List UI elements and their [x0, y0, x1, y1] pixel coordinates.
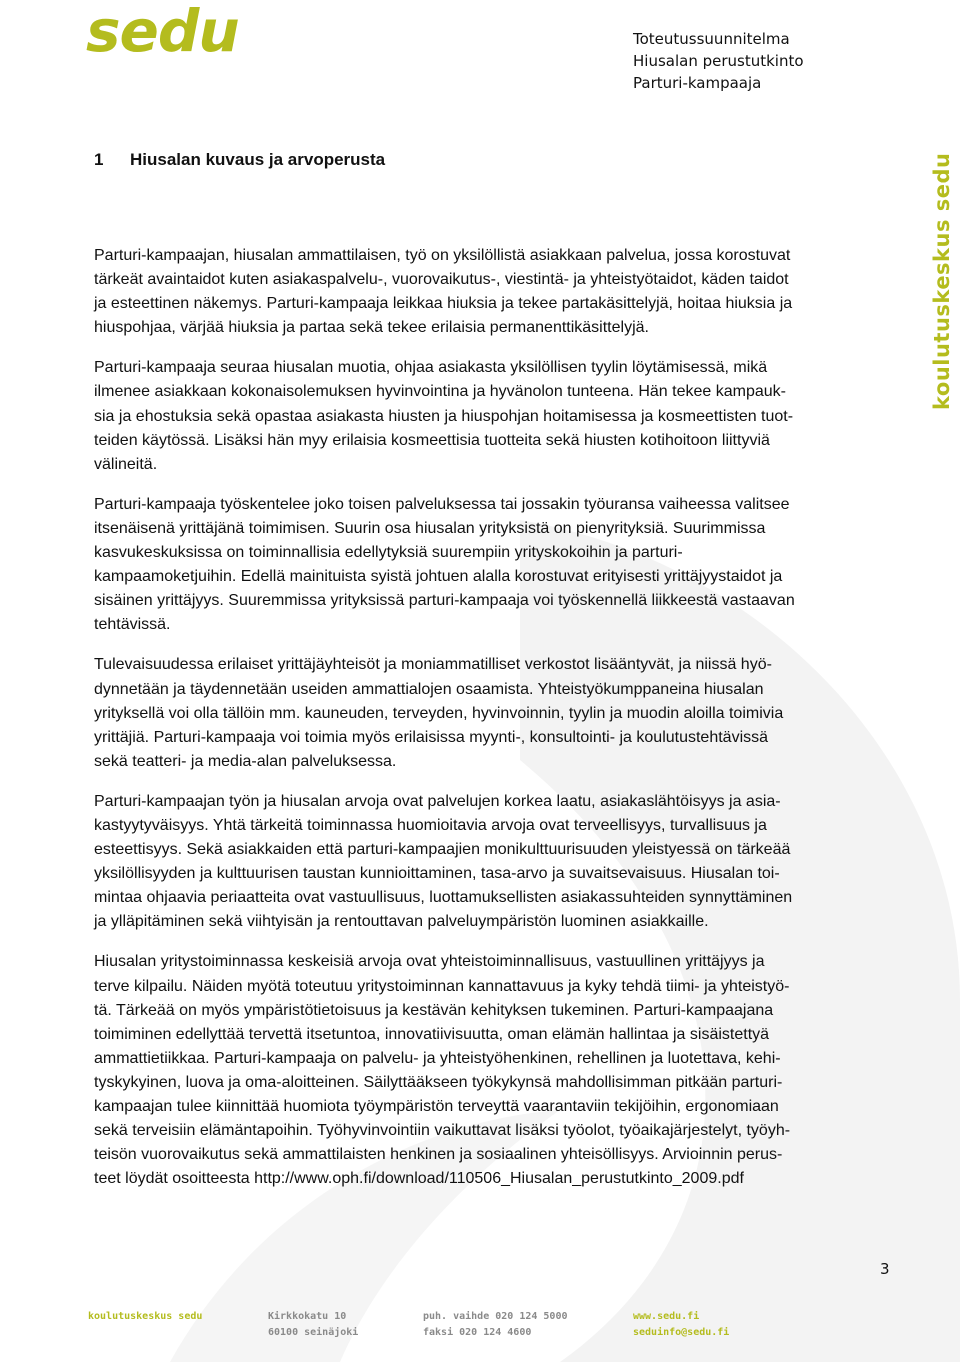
text-line: tehtävissä. — [94, 616, 171, 634]
side-brand-label: koulutuskeskus sedu — [930, 152, 954, 410]
paragraph — [94, 950, 900, 1191]
page-number: 3 — [880, 1260, 890, 1278]
text-line: itsenäisenä yrittäjänä toimimisen. Suurin osa hiusalan yrityksistä on pienyrityksiä. Suurimmissa — [94, 519, 766, 537]
paragraph — [94, 356, 900, 476]
text-line: yrityksellä voi olla tällöin mm. kauneuden, terveyden, hyvinvoinnin, tyylin ja muodin aloilla toimivia — [94, 704, 784, 722]
text-line: terve kilpailu. Näiden myötä toteutuu yritystoiminnan kannattavuus ja kyky tehdä tiimi- ja yhteistyö- — [94, 977, 790, 995]
text-line: ammattietiikkaa. Parturi-kampaaja on palvelu- ja yhteistyöhenkinen, rehellinen ja luotettava, kehi- — [94, 1049, 781, 1067]
text-line: tyskykyinen, luova ja oma-aloitteinen. Säilyttääkseen työkykynsä mahdollisimman pitkään parturi- — [94, 1073, 783, 1091]
paragraph — [94, 244, 900, 340]
text-line: ja esteettinen näkemys. Parturi-kampaaja leikkaa hiuksia ja tekee partakäsittelyjä, hoitaa hiuksia ja — [94, 295, 793, 313]
footer-web — [633, 1309, 729, 1341]
text-line: Hiusalan yritystoiminnassa keskeisiä arvoja ovat yhteistoiminnallisuus, vastuullinen yrittäjyys ja — [94, 953, 765, 971]
text-line: Parturi-kampaajan työn ja hiusalan arvoja ovat palvelujen korkea laatu, asiakaslähtöisyys ja asia- — [94, 792, 781, 810]
text-line: esteettisyys. Sekä asiakkaiden että parturi-kampaajien monikulttuurisuuden yleistyessä on tärkeää — [94, 841, 791, 859]
text-line: ja ylläpitäminen sekä viihtyisän ja rentouttavan palveluympäristön luominen asiakkaille. — [94, 913, 709, 931]
footer-brand-text: koulutuskeskus sedu — [88, 1311, 203, 1322]
footer-brand — [88, 1309, 202, 1325]
paragraph — [94, 790, 900, 935]
text-line: tärkeät avaintaidot kuten asiakaspalvelu-, vuorovaikutus-, viestintä- ja yhteistyötaidot, käden taidot — [94, 271, 789, 289]
text-line: sia ja ehostuksia sekä opastaa asiakasta hiusten ja hiuspohjan hoitamisessa ja kosmeettisten tuot- — [94, 407, 794, 425]
text-line: Parturi-kampaaja työskentelee joko toisen palveluksessa tai jossakin työuransa vaiheessa valitsee — [94, 495, 790, 513]
text-line: Tulevaisuudessa erilaiset yrittäjäyhteisöt ja moniammatilliset verkostot lisääntyvät, ja niissä hyö- — [94, 656, 772, 674]
text-line: välineitä. — [94, 455, 158, 473]
section-number: 1 — [94, 150, 104, 169]
text-line: kampaamoketjuihin. Edellä mainituista syistä johtuen alalla korostuvat erityisesti yrittäjyystaidot ja — [94, 568, 783, 586]
footer-contact — [423, 1309, 568, 1341]
body-text — [94, 244, 900, 1207]
document-header — [633, 28, 804, 94]
paragraph — [94, 653, 900, 773]
footer-address-street: Kirkkokatu 10 — [268, 1311, 347, 1322]
text-line: ilmenee asiakkaan kokonaisolemuksen hyvinvointina ja hyvänolon tunteena. Hän tekee kampauk- — [94, 383, 786, 401]
footer-address — [268, 1309, 358, 1341]
text-line: sekä terveisiin elämäntapoihin. Työhyvinvointiin vaikuttavat lisäksi työolot, työaikajärjestelyt, työyh- — [94, 1122, 791, 1140]
footer-fax: faksi 020 124 4600 — [423, 1327, 532, 1338]
text-line: sisäinen yrittäjyys. Suuremmissa yrityksissä parturi-kampaaja voi työskennellä liikkeestä vastaavan — [94, 592, 795, 610]
text-line: tä. Tärkeää on myös ympäristötietoisuus ja kestävän kehityksen tukeminen. Parturi-kampaajana — [94, 1001, 774, 1019]
text-line: Parturi-kampaaja seuraa hiusalan muotia, ohjaa asiakasta yksilöllisen tyylin löytämisessä, mikä — [94, 359, 768, 377]
footer-email-link[interactable]: seduinfo@sedu.fi — [633, 1327, 730, 1338]
header-line-profession: Parturi-kampaaja — [633, 74, 762, 92]
text-line: sekä teatteri- ja media-alan palveluksessa. — [94, 752, 397, 770]
text-line: teet löydät osoitteesta http://www.oph.fi/download/110506_Hiusalan_perustutkinto_2009.pdf — [94, 1170, 744, 1188]
text-line: yksilöllisyyden ja kulttuurisen taustan kunnioittaminen, tasa-arvo ja suvaitsevaisuus. Hiusalan toi- — [94, 865, 780, 883]
text-line: kampaajan tulee kiinnittää huomiota työympäristön terveyttä vaarantaviin tekijöihin, ergonomiaan — [94, 1098, 779, 1115]
text-line: hiuspohjaa, värjää hiuksia ja partaa sekä tekee erilaisia permanenttikäsittelyjä. — [94, 319, 649, 337]
header-line-document-type: Toteutussuunnitelma — [633, 30, 790, 48]
text-line: yrittäjiä. Parturi-kampaaja voi toimia myös erilaisissa myynti-, konsultointi- ja koulutustehtävissä — [94, 728, 769, 746]
text-line: Parturi-kampaajan, hiusalan ammattilaisen, työ on yksilöllistä asiakkaan palvelua, jossa korostuvat — [94, 247, 791, 264]
text-line: toimiminen edellyttää tervettä itsetuntoa, innovatiivisuutta, oman elämän hallintaa ja sisäistettyä — [94, 1025, 770, 1043]
header-line-qualification: Hiusalan perustutkinto — [633, 52, 804, 70]
text-line: teisön vuorovaikutus sekä ammattilaisten henkinen ja sosiaalinen yhteisöllisyys. Arvioinnin perus- — [94, 1146, 783, 1164]
text-line: mintaa ohjaavia periaatteita ovat vastuullisuus, luottamuksellisten asiakassuhteiden synnyttäminen — [94, 889, 793, 907]
footer-phone: puh. vaihde 020 124 5000 — [423, 1311, 568, 1322]
footer-website-link[interactable]: www.sedu.fi — [633, 1311, 700, 1322]
text-line: kasvukeskuksissa on toiminnallisia edellytyksiä suurempiin yrityskokoihin ja parturi- — [94, 544, 683, 562]
text-line: dynnetään ja täydennetään useiden ammattialojen osaamista. Yhteistyökumppaneina hiusalan — [94, 680, 764, 698]
text-line: kastyytyväisyys. Yhtä tärkeitä toiminnassa huomioitavia arvoja ovat terveellisyys, turvallisuus ja — [94, 816, 767, 834]
section-title: Hiusalan kuvaus ja arvoperusta — [130, 150, 386, 169]
text-line: teiden käytössä. Lisäksi hän myy erilaisia kosmeettisia tuotteita sekä hiusten kotihoitoon liittyviä — [94, 431, 770, 449]
paragraph — [94, 493, 900, 638]
section-heading — [94, 150, 385, 170]
footer-address-city: 60100 seinäjoki — [268, 1327, 359, 1338]
sedu-logo: sedu — [86, 0, 239, 65]
